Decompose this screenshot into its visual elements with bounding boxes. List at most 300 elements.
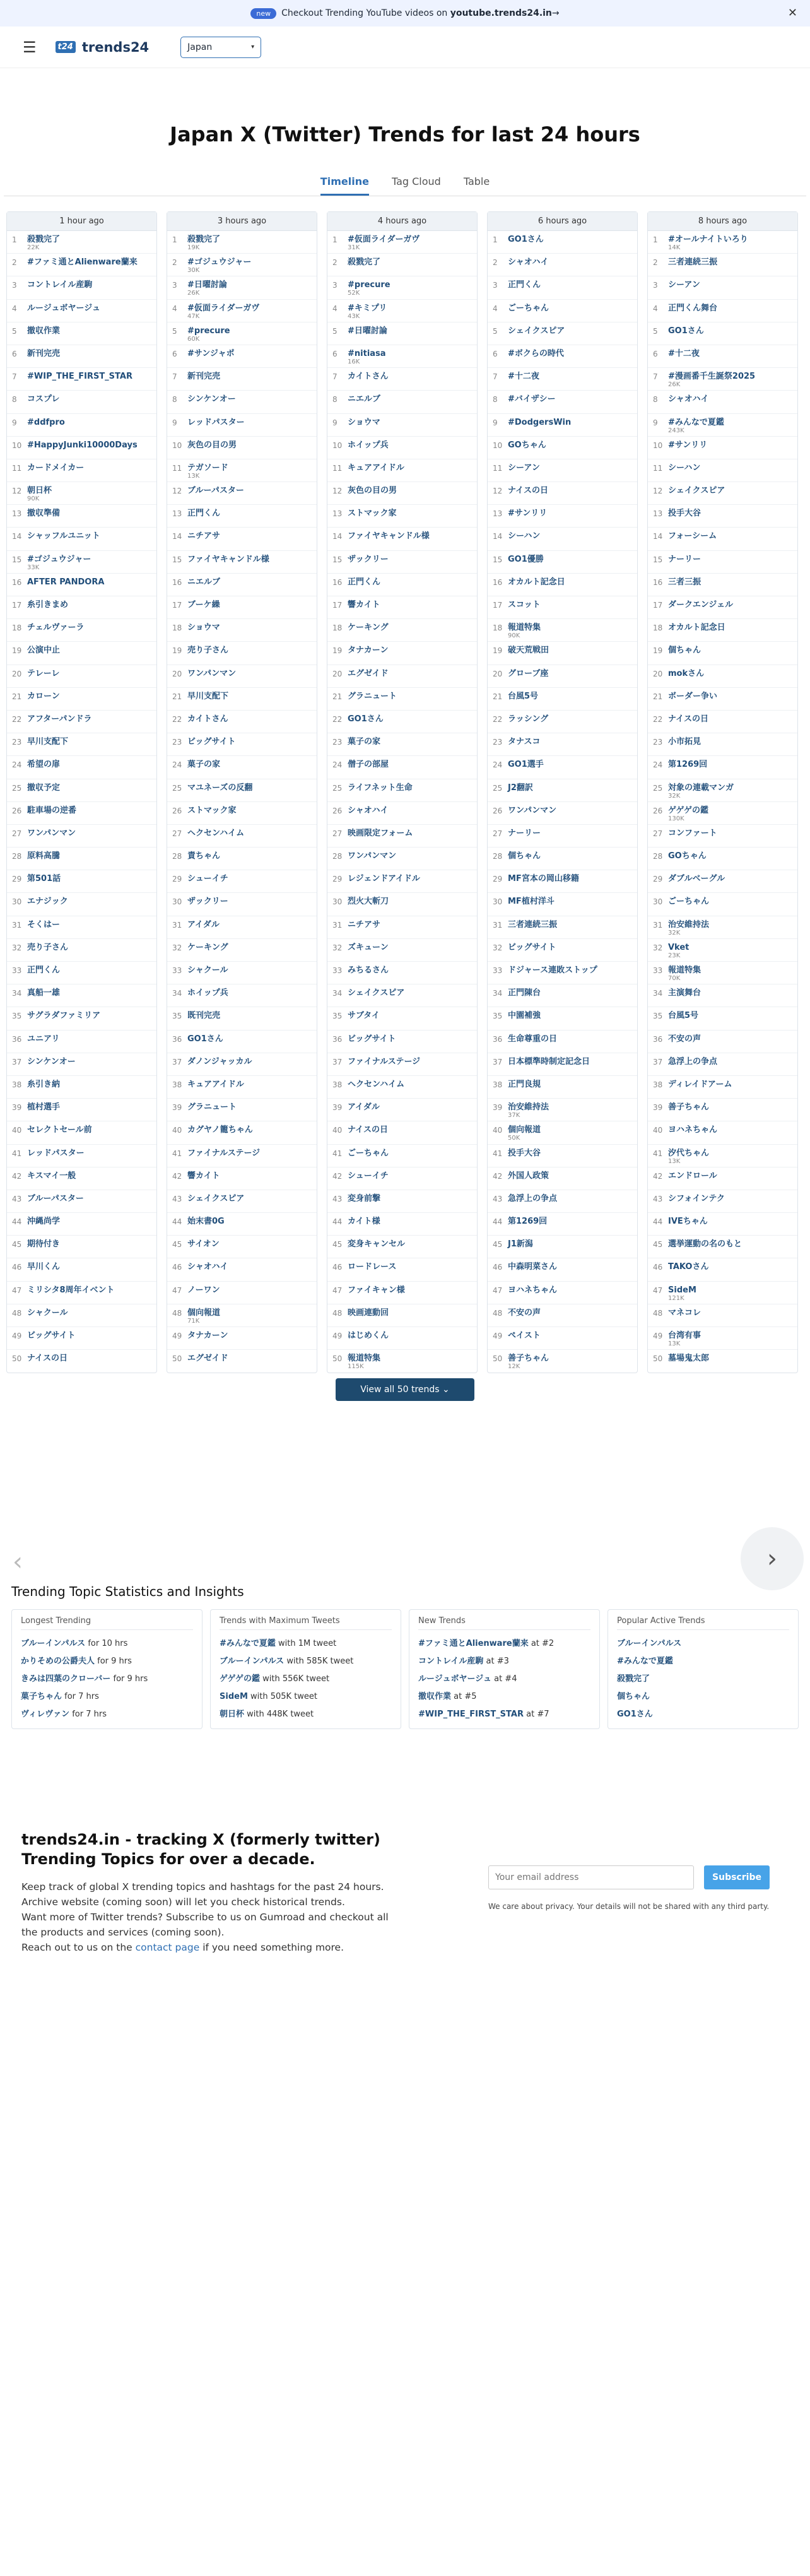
trend-name-link[interactable]: 植村選手 [27,1102,61,1113]
trend-item[interactable] [488,642,637,665]
trend-item[interactable] [327,1327,477,1350]
trend-name-link[interactable]: 治安維持法 [668,919,710,930]
trend-name-link[interactable]: 始末書0G [187,1217,225,1227]
trend-item[interactable] [7,437,156,459]
trend-item[interactable] [327,1350,477,1373]
trend-name-link[interactable]: 沖縄尚学 [27,1217,61,1227]
trend-name-link[interactable]: ファイヤキャンドル様 [187,554,269,564]
trend-name-link[interactable]: 外国人政策 [508,1171,549,1181]
trend-item[interactable] [7,1167,156,1190]
trend-name-link[interactable]: タナスコ [508,737,541,747]
trend-name-link[interactable]: MF植村洋斗 [508,897,555,907]
trend-name-link[interactable]: ミリシタ8周年イベント [27,1285,115,1295]
trend-name-link[interactable]: 対象の連載マンガ [668,783,734,793]
trend-item[interactable] [488,551,637,574]
trend-name-link[interactable]: #日曜討論 [348,326,387,336]
trend-item[interactable] [327,825,477,848]
trend-item[interactable] [7,756,156,779]
trend-name-link[interactable]: 三者三振 [668,577,701,587]
menu-icon[interactable]: ☰ [23,38,37,56]
trend-item[interactable] [167,254,317,276]
trend-item[interactable] [7,528,156,550]
trend-name-link[interactable]: #ボクらの時代 [508,348,564,358]
trend-item[interactable] [167,779,317,802]
trend-item[interactable] [327,551,477,574]
trend-name-link[interactable]: 変身キャンセル [348,1239,406,1250]
trend-name-link[interactable]: ゲゲゲの鑑 [668,805,708,815]
trend-item[interactable] [7,1145,156,1167]
logo-text[interactable]: trends24 [81,39,150,55]
trend-item[interactable] [167,596,317,619]
trend-item[interactable] [327,322,477,345]
trend-name-link[interactable]: キュアアイドル [348,463,404,473]
trend-item[interactable] [488,1076,637,1099]
trend-item[interactable] [327,756,477,779]
trend-item[interactable] [648,665,797,688]
trend-item[interactable] [488,779,637,802]
trend-name-link[interactable]: スコット [508,600,541,610]
trend-name-link[interactable]: マユネーズの反翻 [187,783,253,793]
trend-name-link[interactable]: オカルト記念日 [508,577,565,587]
trend-name-link[interactable]: シェイクスピア [508,326,565,336]
trend-name-link[interactable]: ザックリー [348,554,389,564]
trend-name-link[interactable]: ホイップ兵 [348,440,389,450]
trend-item[interactable] [327,893,477,916]
trend-item[interactable] [488,1350,637,1373]
trend-name-link[interactable]: GO1さん [508,235,544,244]
trend-name-link[interactable]: ロードレース [348,1262,397,1272]
trend-item[interactable] [648,596,797,619]
trend-name-link[interactable]: 第1269回 [508,1217,548,1227]
trend-item[interactable] [7,1053,156,1076]
trend-name-link[interactable]: 撤収作業 [27,326,61,336]
trend-item[interactable] [7,1121,156,1144]
trend-item[interactable] [648,254,797,276]
trend-item[interactable] [648,1007,797,1030]
trend-item[interactable] [648,1076,797,1099]
trend-name-link[interactable]: 個向報道 [508,1125,541,1135]
trend-name-link[interactable]: オカルト記念日 [668,623,725,633]
stats-topic-link[interactable]: ゲゲゲの鑑 [220,1674,260,1684]
trend-name-link[interactable]: ヨハネちゃん [508,1285,558,1295]
trend-name-link[interactable]: テガソード [187,463,228,473]
trend-name-link[interactable]: 報道特集 [508,623,541,633]
trend-name-link[interactable]: ライフネット生命 [348,783,413,793]
trend-item[interactable] [488,1190,637,1213]
trend-name-link[interactable]: ワンパンマン [508,805,557,815]
trend-item[interactable] [167,459,317,482]
trend-name-link[interactable]: #precure [187,326,230,336]
trend-name-link[interactable]: 正門くん舞台 [668,303,718,313]
trend-name-link[interactable]: ビッグサイト [187,737,236,747]
trend-item[interactable] [327,505,477,528]
trend-item[interactable] [488,459,637,482]
stats-topic-link[interactable]: コントレイル産駒 [418,1657,484,1667]
trend-name-link[interactable]: エグゼイド [187,1354,228,1364]
trend-name-link[interactable]: サグラダファミリア [27,1011,101,1021]
trend-name-link[interactable]: シンケンオー [187,394,236,405]
trend-name-link[interactable]: ラッシング [508,714,549,724]
trend-item[interactable] [327,391,477,413]
trend-item[interactable] [7,300,156,322]
trend-name-link[interactable]: シューイチ [348,1171,389,1181]
trend-item[interactable] [167,322,317,345]
trend-item[interactable] [488,825,637,848]
country-select[interactable] [180,37,261,58]
trend-name-link[interactable]: 映画連動回 [348,1308,389,1318]
email-field[interactable] [488,1865,694,1889]
trend-item[interactable] [327,437,477,459]
trend-item[interactable] [167,1282,317,1304]
trend-name-link[interactable]: 汐代ちゃん [668,1148,710,1158]
logo-mark[interactable]: t24 [56,41,76,53]
trend-name-link[interactable]: #サンリリ [508,509,548,519]
stats-topic-link[interactable]: ヴィレヴァン [21,1710,70,1720]
trend-item[interactable] [648,391,797,413]
trend-name-link[interactable]: ブルーパスター [187,486,244,496]
trend-item[interactable] [167,482,317,505]
trend-item[interactable] [167,1167,317,1190]
trend-name-link[interactable]: #日曜討論 [187,280,227,290]
trend-item[interactable] [7,596,156,619]
banner-text[interactable]: Checkout Trending YouTube videos on youtube.trends24.in→ [281,8,560,18]
trend-item[interactable] [7,322,156,345]
trend-name-link[interactable]: シャッフルユニット [27,531,100,541]
trend-name-link[interactable]: アイダル [187,919,220,930]
trend-name-link[interactable]: 第1269回 [668,760,708,770]
trend-item[interactable] [488,870,637,893]
trend-name-link[interactable]: #十二夜 [668,348,700,358]
trend-item[interactable] [327,1099,477,1121]
trend-item[interactable] [167,528,317,550]
trend-item[interactable] [167,870,317,893]
trend-item[interactable] [327,984,477,1007]
carousel-prev-icon[interactable]: ‹ [13,1547,23,1577]
trend-name-link[interactable]: SideM [668,1285,696,1295]
trend-name-link[interactable]: ナイスの日 [348,1125,388,1135]
trend-item[interactable] [327,1167,477,1190]
trend-name-link[interactable]: GO1さん [187,1034,223,1044]
trend-item[interactable] [7,276,156,299]
trend-item[interactable] [327,300,477,322]
trend-name-link[interactable]: シェイクスピア [348,988,405,998]
trend-item[interactable] [648,300,797,322]
trend-name-link[interactable]: 早川くん [27,1262,61,1272]
trend-name-link[interactable]: シーハン [508,531,541,541]
trend-item[interactable] [488,688,637,711]
trend-item[interactable] [167,1327,317,1350]
trend-item[interactable] [488,345,637,368]
trend-name-link[interactable]: ごーちゃん [348,1148,389,1158]
trend-item[interactable] [7,733,156,756]
stats-topic-link[interactable]: ブルーインパルス [21,1639,86,1649]
trend-name-link[interactable]: チェルヴァーラ [27,623,85,633]
trend-item[interactable] [167,802,317,825]
trend-name-link[interactable]: コントレイル産駒 [27,280,93,290]
trend-item[interactable] [327,1258,477,1281]
trend-item[interactable] [167,1190,317,1213]
trend-item[interactable] [7,665,156,688]
trend-item[interactable] [648,1099,797,1121]
stats-topic-link[interactable]: #みんなで夏鑑 [617,1657,673,1667]
trend-item[interactable] [327,1121,477,1144]
trend-item[interactable] [488,1327,637,1350]
trend-name-link[interactable]: 中園補強 [508,1011,541,1021]
trend-item[interactable] [327,482,477,505]
trend-name-link[interactable]: 投手大谷 [508,1148,541,1158]
trend-item[interactable] [7,231,156,254]
trend-item[interactable] [7,345,156,368]
trend-name-link[interactable]: 正門陳台 [508,988,541,998]
trend-name-link[interactable]: #ゴジュウジャー [187,257,252,268]
stats-topic-link[interactable]: ルージュボヤージュ [418,1674,491,1684]
trend-name-link[interactable]: カードメイカー [27,463,85,473]
trend-name-link[interactable]: ナーリー [668,554,701,564]
trend-item[interactable] [648,322,797,345]
trend-item[interactable] [488,391,637,413]
trend-item[interactable] [648,733,797,756]
trend-item[interactable] [648,962,797,984]
trend-name-link[interactable]: TAKOさん [668,1262,709,1272]
trend-name-link[interactable]: ケーキング [348,623,389,633]
trend-name-link[interactable]: 正門良規 [508,1079,541,1089]
trend-name-link[interactable]: #オールナイトいろり [668,235,748,244]
trend-name-link[interactable]: 破天荒戦田 [508,646,549,656]
trend-name-link[interactable]: 映画限定フォーム [348,828,413,838]
trend-item[interactable] [648,1350,797,1373]
trend-name-link[interactable]: 撤収予定 [27,783,61,793]
trend-name-link[interactable]: 烈火大斬刀 [348,897,389,907]
trend-name-link[interactable]: シェイクスピア [668,486,725,496]
trend-name-link[interactable]: レジェンドアイドル [348,874,420,884]
trend-name-link[interactable]: 責ちゃん [187,851,221,861]
trend-item[interactable] [488,665,637,688]
trend-name-link[interactable]: #バイザシー [508,394,556,405]
stats-topic-link[interactable]: #WIP_THE_FIRST_STAR [418,1710,524,1720]
trend-item[interactable] [327,642,477,665]
trend-name-link[interactable]: ファイナルステージ [348,1056,421,1066]
trend-item[interactable] [7,802,156,825]
trend-item[interactable] [327,368,477,391]
trend-item[interactable] [327,1304,477,1327]
trend-item[interactable] [648,528,797,550]
trend-item[interactable] [327,1213,477,1236]
trend-item[interactable] [7,414,156,437]
trend-item[interactable] [648,825,797,848]
trend-name-link[interactable]: 治安維持法 [508,1102,549,1113]
trend-name-link[interactable]: ファイキャン様 [348,1285,405,1295]
trend-item[interactable] [7,1327,156,1350]
trend-item[interactable] [327,939,477,962]
trend-item[interactable] [648,459,797,482]
trend-item[interactable] [488,231,637,254]
trend-name-link[interactable]: 墓場鬼太郎 [668,1354,710,1364]
trend-name-link[interactable]: 主演舞台 [668,988,701,998]
trend-item[interactable] [7,939,156,962]
trend-item[interactable] [488,1031,637,1053]
trend-name-link[interactable]: ショウマ [348,417,380,427]
trend-name-link[interactable]: ストマック家 [187,805,237,815]
trend-item[interactable] [488,276,637,299]
trend-item[interactable] [167,1145,317,1167]
trend-name-link[interactable]: フォーシーム [668,531,717,541]
trend-item[interactable] [167,962,317,984]
trend-item[interactable] [327,1007,477,1030]
trend-name-link[interactable]: テレーレ [27,668,60,678]
trend-name-link[interactable]: 不安の声 [508,1308,541,1318]
trend-name-link[interactable]: MF宮本の岡山移籍 [508,874,579,884]
trend-name-link[interactable]: 殺戮完了 [27,235,61,244]
trend-name-link[interactable]: ワンパンマン [27,828,76,838]
trend-item[interactable] [7,711,156,733]
trend-item[interactable] [488,300,637,322]
trend-name-link[interactable]: 新刊完売 [27,348,61,358]
trend-name-link[interactable]: 原料高騰 [27,851,61,861]
trend-name-link[interactable]: ごーちゃん [508,303,549,313]
trend-item[interactable] [167,1304,317,1327]
trend-item[interactable] [167,688,317,711]
trend-item[interactable] [7,1282,156,1304]
trend-name-link[interactable]: ビッグサイト [508,942,556,952]
trend-name-link[interactable]: キュアアイドル [187,1079,244,1089]
trend-item[interactable] [327,528,477,550]
trend-item[interactable] [488,984,637,1007]
trend-name-link[interactable]: キスマイ一般 [27,1171,76,1181]
trend-name-link[interactable]: ヘクセンハイム [187,828,245,838]
trend-name-link[interactable]: #ddfpro [27,417,65,427]
trend-item[interactable] [648,893,797,916]
trend-name-link[interactable]: タナカーン [187,1331,228,1340]
trend-item[interactable] [488,1053,637,1076]
trend-item[interactable] [648,1190,797,1213]
stats-topic-link[interactable]: 撤収作業 [418,1692,452,1702]
trend-name-link[interactable]: シフォインテク [668,1193,725,1203]
trend-item[interactable] [167,391,317,413]
trend-item[interactable] [327,688,477,711]
trend-item[interactable] [167,368,317,391]
trend-name-link[interactable]: エグゼイド [348,668,389,678]
trend-name-link[interactable]: 台湾有事 [668,1331,701,1340]
trend-item[interactable] [327,665,477,688]
trend-name-link[interactable]: エナジック [27,897,68,907]
trend-name-link[interactable]: 菓子の家 [187,760,221,770]
trend-name-link[interactable]: カローン [27,691,60,701]
trend-name-link[interactable]: 選挙運動の名のもと [668,1239,742,1250]
trend-name-link[interactable]: 報道特集 [348,1354,381,1364]
trend-item[interactable] [167,345,317,368]
trend-name-link[interactable]: 第501話 [27,874,61,884]
trend-item[interactable] [7,916,156,939]
view-all-trends-button[interactable]: View all 50 trends ⌄ [336,1378,474,1401]
trend-name-link[interactable]: ショウマ [187,623,220,633]
trend-name-link[interactable]: GOちゃん [508,440,546,450]
trend-name-link[interactable]: ディレイドアーム [668,1079,732,1089]
trend-item[interactable] [167,619,317,642]
trend-item[interactable] [167,1236,317,1258]
stats-topic-link[interactable]: きみは四葉のクローバー [21,1674,111,1684]
banner-link[interactable]: youtube.trends24.in [450,8,552,18]
trend-name-link[interactable]: 朝日杯 [27,486,52,496]
trend-item[interactable] [488,368,637,391]
trend-name-link[interactable]: 善子ちゃん [668,1102,710,1113]
trend-item[interactable] [7,505,156,528]
trend-item[interactable] [327,459,477,482]
trend-name-link[interactable]: 公演中止 [27,646,61,656]
trend-name-link[interactable]: 響カイト [187,1171,220,1181]
trend-name-link[interactable]: グローブ座 [508,668,549,678]
trend-item[interactable] [167,939,317,962]
trend-item[interactable] [488,505,637,528]
trend-item[interactable] [488,1121,637,1144]
trend-item[interactable] [648,276,797,299]
trend-item[interactable] [648,916,797,939]
trend-name-link[interactable]: 僧子の部屋 [348,760,389,770]
trend-item[interactable] [488,1145,637,1167]
trend-item[interactable] [7,482,156,505]
trend-item[interactable] [167,1076,317,1099]
trend-item[interactable] [648,505,797,528]
trend-name-link[interactable]: ナイスの日 [508,486,548,496]
trend-item[interactable] [7,870,156,893]
trend-item[interactable] [327,1145,477,1167]
trend-name-link[interactable]: ストマック家 [348,509,397,519]
trend-name-link[interactable]: コンファート [668,828,717,838]
trend-item[interactable] [488,414,637,437]
trend-name-link[interactable]: 正門くん [187,509,221,519]
trend-name-link[interactable]: ファイヤキャンドル様 [348,531,430,541]
trend-name-link[interactable]: 急浮上の争点 [508,1193,558,1203]
trend-item[interactable] [7,1031,156,1053]
trend-name-link[interactable]: #仮面ライダーガヴ [187,303,260,313]
trend-item[interactable] [7,1099,156,1121]
trend-name-link[interactable]: 善子ちゃん [508,1354,549,1364]
trend-item[interactable] [7,779,156,802]
trend-name-link[interactable]: ホイップ兵 [187,988,228,998]
trend-name-link[interactable]: カイトさん [187,714,228,724]
trend-name-link[interactable]: ごーちゃん [668,897,710,907]
trend-name-link[interactable]: アフターパンドラ [27,714,92,724]
trend-name-link[interactable]: #仮面ライダーガヴ [348,235,420,244]
trend-item[interactable] [648,437,797,459]
trend-name-link[interactable]: ダークエンジェル [668,600,734,610]
trend-name-link[interactable]: ビッグサイト [27,1331,76,1340]
stats-topic-link[interactable]: 朝日杯 [220,1710,245,1720]
trend-item[interactable] [327,916,477,939]
trend-name-link[interactable]: AFTER PANDORA [27,577,105,587]
trend-item[interactable] [488,1304,637,1327]
trend-name-link[interactable]: 殺戮完了 [348,257,381,268]
trend-item[interactable] [167,711,317,733]
trend-item[interactable] [7,1350,156,1373]
trend-item[interactable] [7,551,156,574]
trend-item[interactable] [327,1282,477,1304]
trend-item[interactable] [327,1190,477,1213]
trend-name-link[interactable]: カイトさん [348,372,389,382]
trend-item[interactable] [648,482,797,505]
trend-item[interactable] [7,1304,156,1327]
trend-item[interactable] [167,984,317,1007]
trend-item[interactable] [488,619,637,642]
trend-item[interactable] [327,345,477,368]
trend-name-link[interactable]: 売り子さん [27,942,69,952]
trend-item[interactable] [648,939,797,962]
trend-name-link[interactable]: 小市拓見 [668,737,701,747]
trend-item[interactable] [488,893,637,916]
trend-name-link[interactable]: 売り子さん [187,646,229,656]
stats-topic-link[interactable]: 菓子ちゃん [21,1692,62,1702]
stats-topic-link[interactable]: SideM [220,1692,248,1702]
trend-name-link[interactable]: シーアン [668,280,700,290]
